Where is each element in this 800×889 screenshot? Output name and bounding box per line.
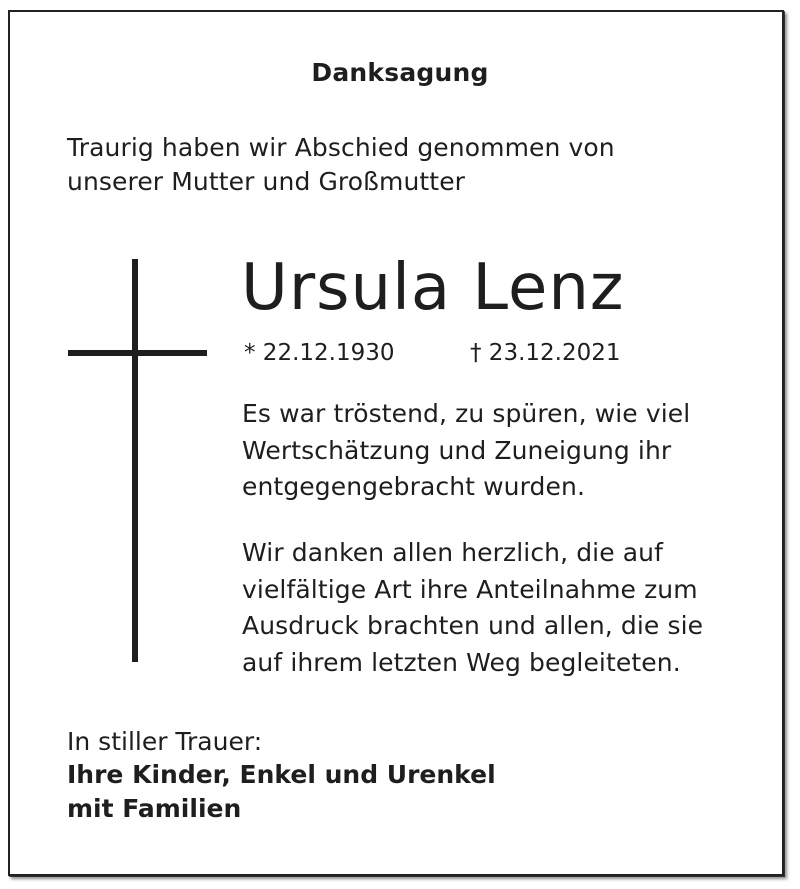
- paragraph-line: vielfältige Art ihre Anteilnahme zum: [242, 574, 698, 604]
- thanks-paragraph-1: [242, 396, 690, 506]
- deceased-name: Ursula Lenz: [241, 251, 625, 325]
- intro-line: unserer Mutter und Großmutter: [67, 167, 466, 196]
- birth-date: * 22.12.1930: [244, 340, 395, 366]
- closing-phrase: In stiller Trauer:: [67, 727, 263, 756]
- mourners-signature: [67, 758, 496, 826]
- paragraph-line: Wir danken allen herzlich, die auf: [242, 538, 664, 567]
- thanks-paragraph-2: [242, 535, 703, 681]
- paragraph-line: Wertschätzung und Zuneigung ihr: [242, 435, 672, 465]
- paragraph-line: auf ihrem letzten Weg begleiteten.: [242, 647, 681, 677]
- intro-line: Traurig haben wir Abschied genommen von: [67, 133, 615, 162]
- life-dates: [244, 338, 621, 368]
- mourners-line: Ihre Kinder, Enkel und Urenkel: [67, 760, 496, 789]
- death-date: † 23.12.2021: [470, 340, 621, 366]
- notice-heading: Danksagung: [311, 58, 489, 87]
- cross-horizontal-bar: [68, 350, 207, 356]
- cross-vertical-bar: [132, 259, 138, 662]
- intro-text: [67, 131, 615, 199]
- paragraph-line: Ausdruck brachten und allen, die sie: [242, 611, 704, 640]
- paragraph-line: Es war tröstend, zu spüren, wie viel: [242, 399, 691, 428]
- mourners-line: mit Familien: [67, 794, 242, 823]
- paragraph-line: entgegengebracht wurden.: [242, 472, 586, 501]
